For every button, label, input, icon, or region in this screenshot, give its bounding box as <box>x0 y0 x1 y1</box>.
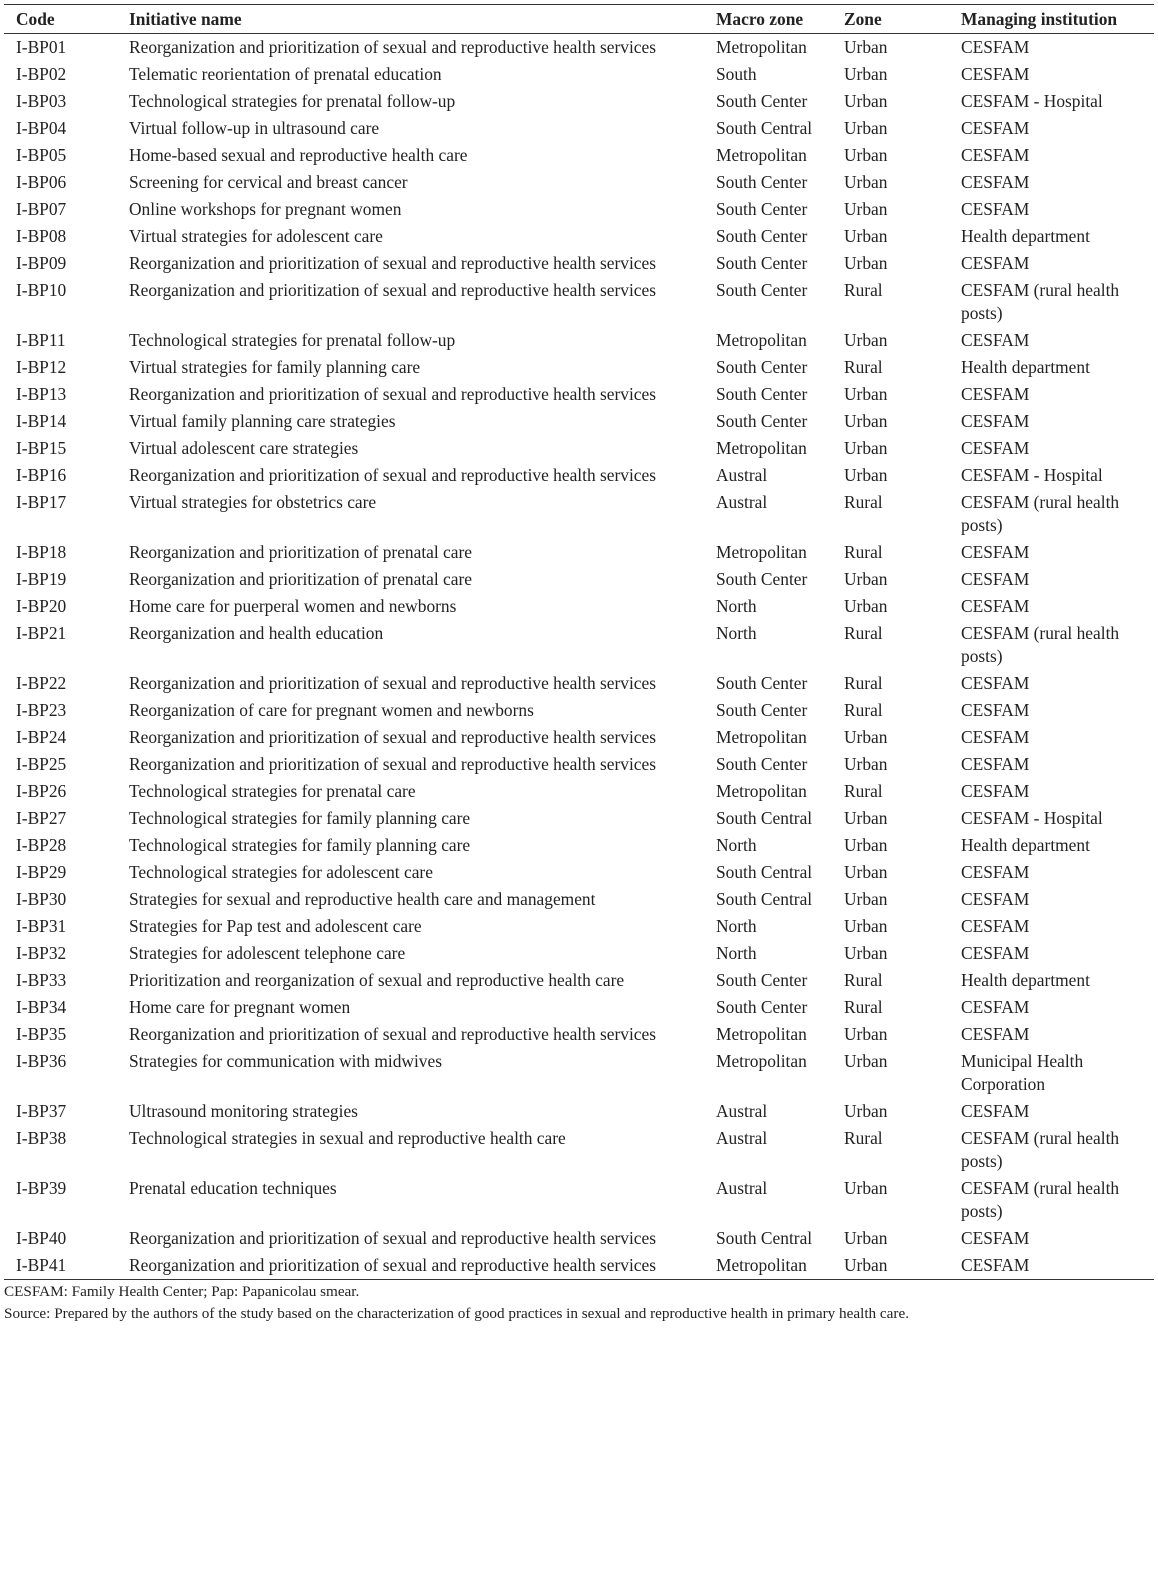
cell-managing-institution: CESFAM <box>961 700 1030 720</box>
cell-code: I-BP38 <box>16 1128 67 1148</box>
cell-zone: Urban <box>844 145 888 165</box>
cell-zone: Rural <box>844 673 883 693</box>
cell-macro-zone: South Center <box>716 970 808 990</box>
cell-managing-institution: CESFAM <box>961 916 1030 936</box>
table-row <box>4 462 1154 489</box>
table-row <box>4 886 1154 913</box>
cell-code: I-BP39 <box>16 1178 67 1198</box>
table-row <box>4 751 1154 778</box>
cell-managing-institution: CESFAM - Hospital <box>961 465 1103 485</box>
cell-initiative-name: Technological strategies in sexual and reproductive health care <box>129 1128 566 1148</box>
document-page <box>4 4 1154 1325</box>
cell-code: I-BP18 <box>16 542 67 562</box>
cell-code: I-BP33 <box>16 970 67 990</box>
cell-code: I-BP31 <box>16 916 67 936</box>
cell-initiative-name: Reorganization and health education <box>129 623 384 643</box>
cell-macro-zone: North <box>716 943 757 963</box>
cell-macro-zone: South Center <box>716 754 808 774</box>
cell-initiative-name: Technological strategies for family planning care <box>129 808 471 828</box>
cell-managing-institution: CESFAM <box>961 64 1030 84</box>
cell-managing-institution: CESFAM - Hospital <box>961 91 1103 111</box>
cell-macro-zone: South Center <box>716 91 808 111</box>
cell-zone: Urban <box>844 226 888 246</box>
cell-zone: Urban <box>844 596 888 616</box>
cell-macro-zone: Metropolitan <box>716 438 807 458</box>
cell-initiative-name: Prioritization and reorganization of sexual and reproductive health care <box>129 970 625 990</box>
cell-zone: Rural <box>844 781 883 801</box>
table-row <box>4 1175 1154 1225</box>
cell-initiative-name: Reorganization and prioritization of prenatal care <box>129 542 472 562</box>
cell-managing-institution: CESFAM <box>961 1228 1030 1248</box>
cell-zone: Rural <box>844 970 883 990</box>
table-row <box>4 61 1154 88</box>
cell-initiative-name: Technological strategies for prenatal follow-up <box>129 330 456 350</box>
cell-zone: Urban <box>844 1255 888 1275</box>
table-row <box>4 196 1154 223</box>
cell-initiative-name: Virtual adolescent care strategies <box>129 438 359 458</box>
cell-macro-zone: South Central <box>716 889 813 909</box>
cell-zone: Rural <box>844 997 883 1017</box>
cell-zone: Urban <box>844 172 888 192</box>
cell-initiative-name: Virtual strategies for obstetrics care <box>129 492 377 512</box>
cell-code: I-BP30 <box>16 889 67 909</box>
cell-macro-zone: South Central <box>716 862 813 882</box>
cell-macro-zone: South Center <box>716 569 808 589</box>
cell-macro-zone: Austral <box>716 465 768 485</box>
header-initiative-name: Initiative name <box>129 8 242 29</box>
cell-code: I-BP25 <box>16 754 67 774</box>
table-row <box>4 859 1154 886</box>
cell-code: I-BP22 <box>16 673 67 693</box>
cell-managing-institution: CESFAM <box>961 384 1030 404</box>
table-row <box>4 408 1154 435</box>
cell-zone: Urban <box>844 754 888 774</box>
cell-code: I-BP03 <box>16 91 67 111</box>
cell-managing-institution: CESFAM <box>961 569 1030 589</box>
cell-code: I-BP02 <box>16 64 67 84</box>
cell-code: I-BP20 <box>16 596 67 616</box>
cell-initiative-name: Reorganization and prioritization of sexual and reproductive health services <box>129 37 657 57</box>
cell-initiative-name: Reorganization and prioritization of sexual and reproductive health services <box>129 754 657 774</box>
cell-initiative-name: Strategies for sexual and reproductive health care and management <box>129 889 596 909</box>
cell-macro-zone: North <box>716 596 757 616</box>
cell-initiative-name: Reorganization and prioritization of sexual and reproductive health services <box>129 384 657 404</box>
cell-code: I-BP27 <box>16 808 67 828</box>
cell-zone: Urban <box>844 438 888 458</box>
cell-managing-institution: CESFAM <box>961 1255 1030 1275</box>
cell-managing-institution: CESFAM (rural health posts) <box>961 492 1120 535</box>
cell-managing-institution: CESFAM - Hospital <box>961 808 1103 828</box>
cell-managing-institution: CESFAM <box>961 596 1030 616</box>
cell-code: I-BP34 <box>16 997 67 1017</box>
source-note: Source: Prepared by the authors of the study based on the characterization of good practices in sexual and reproductive health in primary health care. <box>4 1305 910 1322</box>
cell-initiative-name: Technological strategies for family planning care <box>129 835 471 855</box>
cell-macro-zone: South Central <box>716 1228 813 1248</box>
cell-zone: Urban <box>844 37 888 57</box>
cell-macro-zone: Metropolitan <box>716 727 807 747</box>
cell-initiative-name: Virtual strategies for adolescent care <box>129 226 383 246</box>
table-row <box>4 724 1154 751</box>
cell-zone: Urban <box>844 253 888 273</box>
cell-macro-zone: Austral <box>716 1178 768 1198</box>
table-row <box>4 381 1154 408</box>
table-body <box>4 34 1154 1280</box>
cell-initiative-name: Strategies for adolescent telephone care <box>129 943 406 963</box>
cell-macro-zone: South Central <box>716 118 813 138</box>
table-row <box>4 489 1154 539</box>
cell-macro-zone: Metropolitan <box>716 145 807 165</box>
cell-code: I-BP11 <box>16 330 66 350</box>
cell-zone: Rural <box>844 492 883 512</box>
cell-initiative-name: Reorganization and prioritization of sexual and reproductive health services <box>129 1228 657 1248</box>
cell-zone: Urban <box>844 916 888 936</box>
cell-code: I-BP05 <box>16 145 67 165</box>
table-row <box>4 250 1154 277</box>
cell-zone: Urban <box>844 64 888 84</box>
header-zone: Zone <box>844 8 882 29</box>
cell-macro-zone: South Center <box>716 199 808 219</box>
cell-zone: Urban <box>844 199 888 219</box>
table-row <box>4 1225 1154 1252</box>
cell-initiative-name: Technological strategies for adolescent care <box>129 862 433 882</box>
cell-initiative-name: Virtual strategies for family planning care <box>129 357 421 377</box>
cell-managing-institution: CESFAM <box>961 1024 1030 1044</box>
table-row <box>4 539 1154 566</box>
cell-managing-institution: CESFAM <box>961 1101 1030 1121</box>
cell-managing-institution: CESFAM <box>961 118 1030 138</box>
cell-zone: Rural <box>844 700 883 720</box>
cell-code: I-BP04 <box>16 118 67 138</box>
cell-code: I-BP35 <box>16 1024 67 1044</box>
table-row <box>4 88 1154 115</box>
cell-managing-institution: CESFAM (rural health posts) <box>961 280 1120 323</box>
cell-initiative-name: Home care for pregnant women <box>129 997 351 1017</box>
table-row <box>4 566 1154 593</box>
cell-initiative-name: Reorganization and prioritization of sexual and reproductive health services <box>129 673 657 693</box>
table-row <box>4 34 1154 62</box>
table-row <box>4 994 1154 1021</box>
cell-managing-institution: CESFAM <box>961 542 1030 562</box>
cell-macro-zone: North <box>716 835 757 855</box>
cell-zone: Urban <box>844 889 888 909</box>
table-row <box>4 832 1154 859</box>
cell-macro-zone: South Center <box>716 411 808 431</box>
cell-code: I-BP14 <box>16 411 67 431</box>
cell-zone: Urban <box>844 1051 888 1071</box>
cell-zone: Urban <box>844 808 888 828</box>
cell-zone: Urban <box>844 330 888 350</box>
cell-initiative-name: Prenatal education techniques <box>129 1178 337 1198</box>
table-row <box>4 1252 1154 1280</box>
cell-code: I-BP23 <box>16 700 67 720</box>
cell-macro-zone: South Center <box>716 673 808 693</box>
cell-initiative-name: Strategies for communication with midwives <box>129 1051 442 1071</box>
cell-initiative-name: Strategies for Pap test and adolescent care <box>129 916 422 936</box>
cell-managing-institution: CESFAM <box>961 330 1030 350</box>
cell-macro-zone: Metropolitan <box>716 37 807 57</box>
cell-code: I-BP06 <box>16 172 67 192</box>
initiatives-table <box>4 4 1154 1280</box>
cell-zone: Urban <box>844 835 888 855</box>
cell-zone: Urban <box>844 465 888 485</box>
header-row <box>4 5 1154 34</box>
cell-code: I-BP15 <box>16 438 67 458</box>
cell-managing-institution: CESFAM <box>961 199 1030 219</box>
cell-initiative-name: Home care for puerperal women and newborns <box>129 596 457 616</box>
cell-managing-institution: Health department <box>961 835 1090 855</box>
table-row <box>4 1098 1154 1125</box>
cell-managing-institution: CESFAM <box>961 862 1030 882</box>
table-row <box>4 1125 1154 1175</box>
cell-zone: Urban <box>844 91 888 111</box>
cell-managing-institution: Health department <box>961 357 1090 377</box>
cell-managing-institution: CESFAM (rural health posts) <box>961 1178 1120 1221</box>
cell-initiative-name: Reorganization and prioritization of sexual and reproductive health services <box>129 1024 657 1044</box>
cell-initiative-name: Virtual follow-up in ultrasound care <box>129 118 380 138</box>
cell-macro-zone: South Center <box>716 997 808 1017</box>
cell-managing-institution: CESFAM <box>961 889 1030 909</box>
table-row <box>4 327 1154 354</box>
cell-managing-institution: CESFAM <box>961 37 1030 57</box>
table-row <box>4 1048 1154 1098</box>
cell-code: I-BP13 <box>16 384 67 404</box>
cell-zone: Urban <box>844 943 888 963</box>
cell-zone: Urban <box>844 411 888 431</box>
cell-initiative-name: Screening for cervical and breast cancer <box>129 172 408 192</box>
cell-zone: Urban <box>844 569 888 589</box>
cell-initiative-name: Reorganization and prioritization of sexual and reproductive health services <box>129 280 657 300</box>
cell-managing-institution: CESFAM (rural health posts) <box>961 623 1120 666</box>
cell-zone: Urban <box>844 1101 888 1121</box>
cell-macro-zone: South Center <box>716 226 808 246</box>
table-row <box>4 435 1154 462</box>
table-row <box>4 277 1154 327</box>
table-row <box>4 913 1154 940</box>
table-row <box>4 697 1154 724</box>
cell-initiative-name: Reorganization and prioritization of sexual and reproductive health services <box>129 1255 657 1275</box>
table-row <box>4 778 1154 805</box>
cell-macro-zone: Metropolitan <box>716 1024 807 1044</box>
cell-code: I-BP21 <box>16 623 67 643</box>
header-code: Code <box>16 8 55 29</box>
cell-code: I-BP17 <box>16 492 67 512</box>
cell-code: I-BP40 <box>16 1228 67 1248</box>
cell-initiative-name: Technological strategies for prenatal care <box>129 781 416 801</box>
cell-zone: Rural <box>844 357 883 377</box>
cell-initiative-name: Technological strategies for prenatal follow-up <box>129 91 456 111</box>
cell-managing-institution: Municipal Health Corporation <box>961 1051 1084 1094</box>
cell-zone: Urban <box>844 384 888 404</box>
table-footnotes <box>4 1281 1154 1325</box>
cell-zone: Urban <box>844 118 888 138</box>
cell-zone: Urban <box>844 727 888 747</box>
cell-macro-zone: North <box>716 916 757 936</box>
cell-zone: Urban <box>844 1228 888 1248</box>
cell-initiative-name: Virtual family planning care strategies <box>129 411 396 431</box>
cell-managing-institution: CESFAM <box>961 754 1030 774</box>
cell-code: I-BP19 <box>16 569 67 589</box>
cell-managing-institution: CESFAM <box>961 172 1030 192</box>
cell-zone: Rural <box>844 280 883 300</box>
cell-code: I-BP26 <box>16 781 67 801</box>
cell-code: I-BP29 <box>16 862 67 882</box>
cell-macro-zone: Metropolitan <box>716 781 807 801</box>
table-row <box>4 593 1154 620</box>
cell-initiative-name: Reorganization of care for pregnant women and newborns <box>129 700 534 720</box>
table-row <box>4 805 1154 832</box>
cell-managing-institution: CESFAM <box>961 943 1030 963</box>
cell-code: I-BP12 <box>16 357 67 377</box>
cell-managing-institution: CESFAM <box>961 145 1030 165</box>
cell-initiative-name: Reorganization and prioritization of sexual and reproductive health services <box>129 253 657 273</box>
cell-managing-institution: CESFAM <box>961 781 1030 801</box>
cell-macro-zone: Austral <box>716 1101 768 1121</box>
cell-code: I-BP36 <box>16 1051 67 1071</box>
cell-code: I-BP37 <box>16 1101 67 1121</box>
cell-macro-zone: South Center <box>716 700 808 720</box>
cell-managing-institution: Health department <box>961 226 1090 246</box>
table-row <box>4 223 1154 250</box>
table-row <box>4 142 1154 169</box>
cell-macro-zone: South Center <box>716 280 808 300</box>
header-macro-zone: Macro zone <box>716 8 804 29</box>
cell-managing-institution: CESFAM (rural health posts) <box>961 1128 1120 1171</box>
cell-macro-zone: Metropolitan <box>716 1255 807 1275</box>
cell-code: I-BP10 <box>16 280 67 300</box>
cell-initiative-name: Ultrasound monitoring strategies <box>129 1101 358 1121</box>
cell-zone: Urban <box>844 1024 888 1044</box>
cell-zone: Urban <box>844 862 888 882</box>
cell-initiative-name: Reorganization and prioritization of sexual and reproductive health services <box>129 465 657 485</box>
cell-managing-institution: CESFAM <box>961 253 1030 273</box>
cell-macro-zone: South Center <box>716 172 808 192</box>
cell-code: I-BP32 <box>16 943 67 963</box>
cell-code: I-BP07 <box>16 199 67 219</box>
cell-macro-zone: Austral <box>716 1128 768 1148</box>
cell-initiative-name: Telematic reorientation of prenatal education <box>129 64 442 84</box>
table-row <box>4 169 1154 196</box>
cell-initiative-name: Home-based sexual and reproductive health care <box>129 145 468 165</box>
cell-code: I-BP09 <box>16 253 67 273</box>
cell-managing-institution: CESFAM <box>961 997 1030 1017</box>
cell-code: I-BP01 <box>16 37 67 57</box>
table-row <box>4 670 1154 697</box>
table-row <box>4 967 1154 994</box>
cell-initiative-name: Online workshops for pregnant women <box>129 199 402 219</box>
cell-managing-institution: CESFAM <box>961 438 1030 458</box>
cell-macro-zone: South Center <box>716 357 808 377</box>
table-row <box>4 115 1154 142</box>
cell-code: I-BP16 <box>16 465 67 485</box>
header-managing-institution: Managing institution <box>961 8 1118 29</box>
cell-managing-institution: CESFAM <box>961 727 1030 747</box>
cell-code: I-BP08 <box>16 226 67 246</box>
cell-zone: Rural <box>844 623 883 643</box>
cell-macro-zone: South Central <box>716 808 813 828</box>
cell-macro-zone: Metropolitan <box>716 542 807 562</box>
cell-managing-institution: CESFAM <box>961 673 1030 693</box>
abbreviations-note: CESFAM: Family Health Center; Pap: Papanicolau smear. <box>4 1283 360 1300</box>
cell-macro-zone: South Center <box>716 384 808 404</box>
cell-zone: Urban <box>844 1178 888 1198</box>
cell-macro-zone: South Center <box>716 253 808 273</box>
cell-macro-zone: North <box>716 623 757 643</box>
cell-code: I-BP24 <box>16 727 67 747</box>
table-row <box>4 940 1154 967</box>
cell-macro-zone: Metropolitan <box>716 330 807 350</box>
cell-code: I-BP28 <box>16 835 67 855</box>
cell-initiative-name: Reorganization and prioritization of prenatal care <box>129 569 472 589</box>
table-row <box>4 1021 1154 1048</box>
table-row <box>4 620 1154 670</box>
cell-managing-institution: CESFAM <box>961 411 1030 431</box>
cell-zone: Rural <box>844 1128 883 1148</box>
cell-macro-zone: Austral <box>716 492 768 512</box>
cell-initiative-name: Reorganization and prioritization of sexual and reproductive health services <box>129 727 657 747</box>
cell-managing-institution: Health department <box>961 970 1090 990</box>
table-header <box>4 5 1154 34</box>
cell-macro-zone: South <box>716 64 757 84</box>
table-row <box>4 354 1154 381</box>
cell-macro-zone: Metropolitan <box>716 1051 807 1071</box>
cell-zone: Rural <box>844 542 883 562</box>
cell-code: I-BP41 <box>16 1255 67 1275</box>
